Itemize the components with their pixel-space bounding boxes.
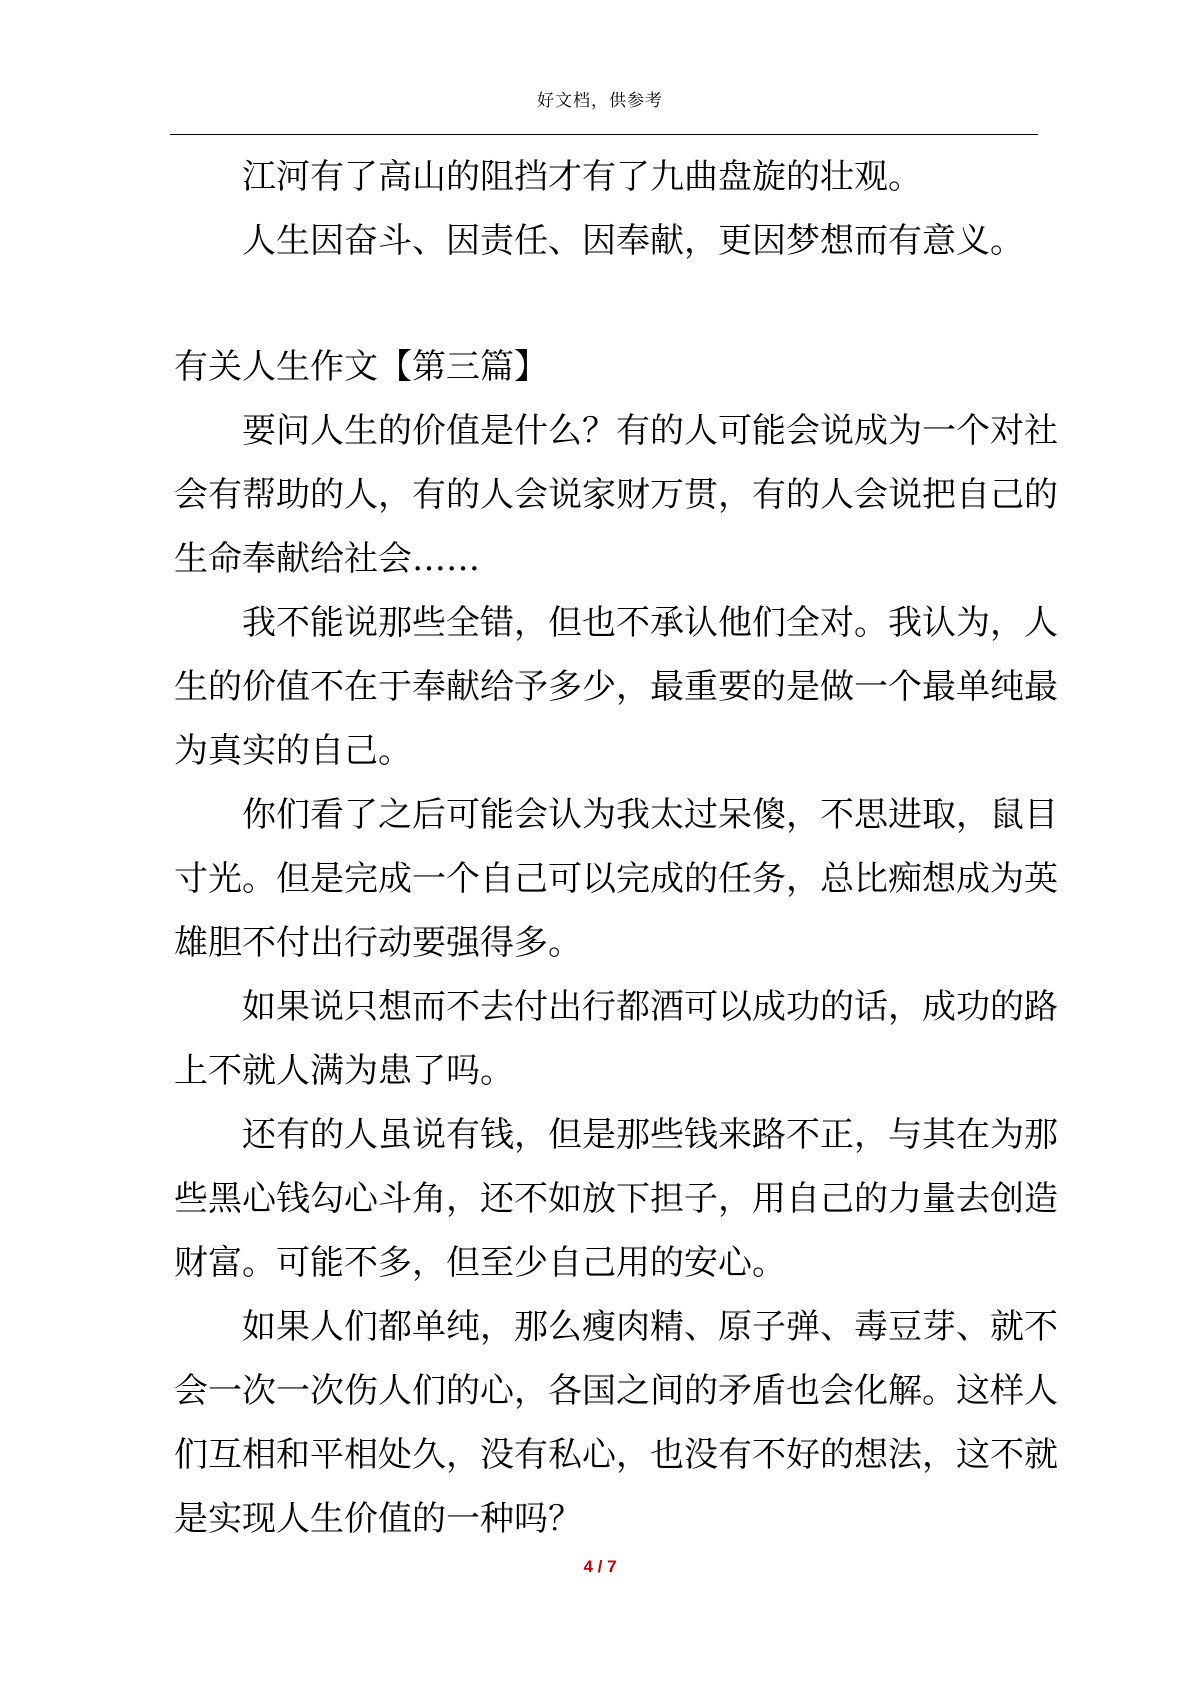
section-heading: 有关人生作文【第三篇】 [174, 347, 548, 387]
paragraph: 还有的人虽说有钱，但是那些钱来路不正，与其在为那些黑心钱勾心斗角，还不如放下担子，用自己的力量去创造财富。可能不多，但至少自己用的安心。 [174, 1115, 1058, 1283]
document-body [174, 145, 1074, 1551]
page-number: 4 / 7 [583, 1557, 617, 1576]
page-header: 好文档，供参考 [537, 91, 663, 111]
header-divider [170, 134, 1038, 135]
paragraph: 我不能说那些全错，但也不承认他们全对。我认为，人生的价值不在于奉献给予多少，最重要的是做一个最单纯最为真实的自己。 [174, 603, 1058, 771]
paragraph: 你们看了之后可能会认为我太过呆傻，不思进取，鼠目寸光。但是完成一个自己可以完成的任务，总比痴想成为英雄胆不付出行动要强得多。 [174, 795, 1058, 963]
paragraph: 要问人生的价值是什么？有的人可能会说成为一个对社会有帮助的人，有的人会说家财万贯，有的人会说把自己的生命奉献给社会…… [174, 411, 1058, 579]
body-line: 人生因奋斗、因责任、因奉献，更因梦想而有意义。 [242, 221, 1024, 261]
paragraph: 如果说只想而不去付出行都酒可以成功的话，成功的路上不就人满为患了吗。 [174, 987, 1058, 1091]
body-line: 江河有了高山的阻挡才有了九曲盘旋的壮观。 [242, 157, 922, 197]
paragraph: 如果人们都单纯，那么瘦肉精、原子弹、毒豆芽、就不会一次一次伤人们的心，各国之间的矛盾也会化解。这样人们互相和平相处久，没有私心，也没有不好的想法，这不就是实现人生价值的一种吗？ [174, 1307, 1058, 1539]
